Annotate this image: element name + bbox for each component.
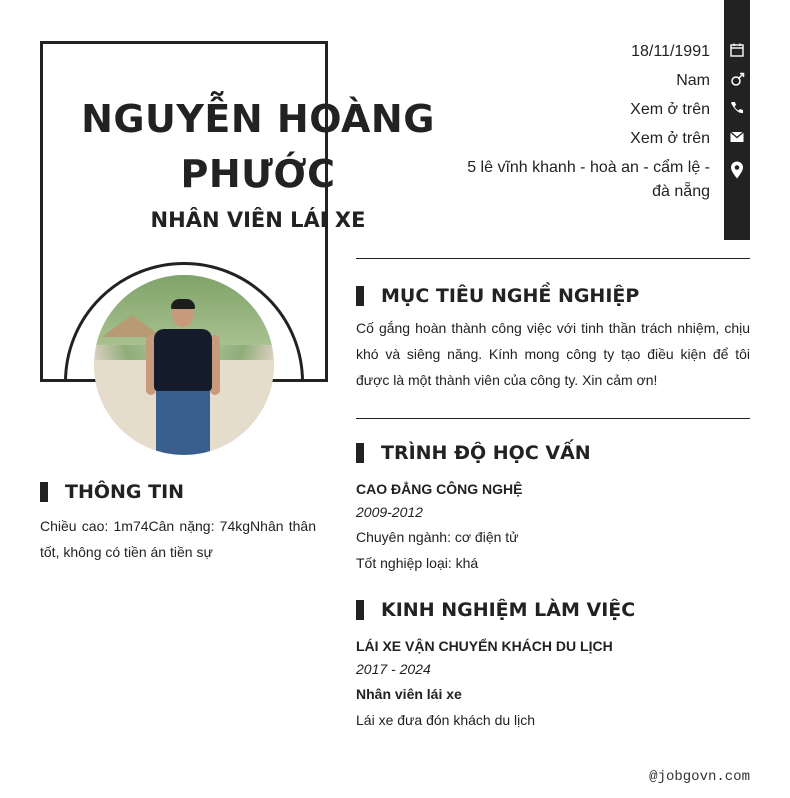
gender-icon [728,72,746,90]
experience-period: 2017 - 2024 [356,661,431,677]
contact-address-line2: đà nẵng [652,183,710,200]
divider-education [356,418,750,419]
objective-heading [356,285,639,307]
avatar [94,275,274,455]
contact-gender: Nam [676,72,710,89]
contact-birthdate: 18/11/1991 [631,43,710,60]
contact-address-line1: 5 lê vĩnh khanh - hoà an - cẩm lệ - [467,159,710,176]
contact-email: Xem ở trên [630,130,710,147]
info-heading [40,481,184,503]
frame-bottom-left [40,379,68,382]
info-text: Chiều cao: 1m74Cân nặng: 74kgNhân thân tốt, không có tiền án tiền sự [40,518,316,560]
heading-bar [40,482,48,502]
location-icon [728,161,746,179]
contact-phone: Xem ở trên [630,101,710,118]
experience-company: LÁI XE VẬN CHUYỂN KHÁCH DU LỊCH [356,638,613,654]
contact-icon-bar [724,0,750,240]
divider-objective [356,258,750,259]
candidate-job-title: NHÂN VIÊN LÁI XE [150,208,366,232]
education-heading-text: TRÌNH ĐỘ HỌC VẤN [381,442,591,464]
experience-description: Lái xe đưa đón khách du lịch [356,712,536,728]
heading-bar [356,600,364,620]
frame-left-edge [40,236,43,382]
education-period: 2009-2012 [356,504,423,520]
heading-bar [356,443,364,463]
frame-bottom-right [300,379,328,382]
experience-heading-text: KINH NGHIỆM LÀM VIỆC [381,599,636,621]
education-heading [356,442,591,464]
education-school: CAO ĐẲNG CÔNG NGHỆ [356,481,523,497]
info-heading-text: THÔNG TIN [65,481,185,503]
experience-position: Nhân viên lái xe [356,686,462,702]
experience-heading [356,599,635,621]
heading-bar [356,286,364,306]
education-grade: Tốt nghiệp loại: khá [356,555,479,571]
objective-text: Cố gắng hoàn thành công việc với tinh thần trách nhiệm, chịu khó và siêng năng. Kính mong công ty tạo điều kiện để tôi được là một thành viên của công ty. Xin cảm ơn! [356,320,750,388]
education-major: Chuyên ngành: cơ điện tử [356,529,519,545]
calendar-icon [728,43,746,61]
mail-icon [728,130,746,148]
candidate-name: NGUYỄN HOÀNG PHƯỚC [81,97,435,196]
watermark: @jobgovn.com [649,769,750,785]
phone-icon [728,101,746,119]
frame-right-edge [325,252,328,382]
objective-heading-text: MỤC TIÊU NGHỀ NGHIỆP [381,285,640,307]
